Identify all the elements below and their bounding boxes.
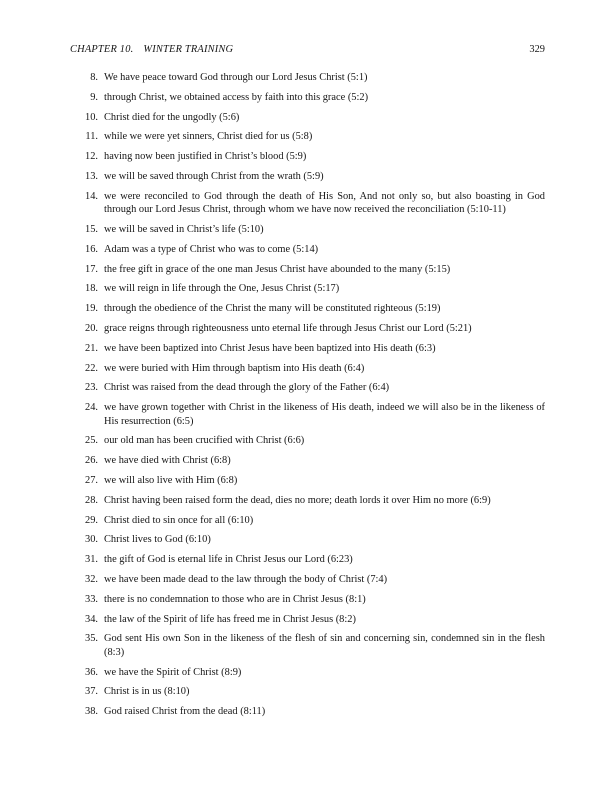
item-number: 13. [85,170,98,182]
item-text: we have grown together with Christ in the likeness of His death, indeed we will also be in the likeness of His resurrection (6:5) [104,402,545,427]
item-text: the gift of God is eternal life in Christ Jesus our Lord (6:23) [104,554,353,566]
item-text: we have the Spirit of Christ (8:9) [104,666,242,678]
list-item [70,593,545,606]
item-text: We have peace toward God through our Lord Jesus Christ (5:1) [104,72,368,83]
list-item [70,666,545,679]
item-text: having now been justified in Christ’s blood (5:9) [104,151,307,163]
item-text: the law of the Spirit of life has freed me in Christ Jesus (8:2) [104,613,356,625]
list-item [70,533,545,546]
list-item [70,474,545,487]
page-number: 329 [529,44,545,55]
list-item [70,705,545,718]
item-text: we were buried with Him through baptism into His death (6:4) [104,362,365,374]
item-text: Christ died for the ungodly (5:6) [104,111,240,123]
item-number: 9. [90,91,98,103]
list-item [70,111,545,124]
list-item [70,573,545,586]
item-number: 14. [85,190,98,202]
item-text: we will reign in life through the One, Jesus Christ (5:17) [104,283,340,295]
item-number: 24. [85,402,98,414]
item-number: 18. [85,283,98,295]
list-item [70,91,545,104]
item-number: 20. [85,322,98,334]
item-number: 19. [85,303,98,315]
item-number: 28. [85,494,98,506]
item-number: 37. [85,686,98,698]
list-item [70,613,545,626]
item-number: 29. [85,514,98,526]
item-text: we have been baptized into Christ Jesus have been baptized into His death (6:3) [104,342,436,354]
list-item [70,514,545,527]
item-text: Christ lives to God (6:10) [104,534,211,546]
item-text: Christ was raised from the dead through the glory of the Father (6:4) [104,382,390,394]
item-text: God sent His own Son in the likeness of the flesh of sin and concerning sin, condemned sin in the flesh (8:3) [104,633,545,658]
chapter-title: WINTER TRAINING [143,44,234,55]
list-item [70,401,545,428]
item-text: we will be saved through Christ from the wrath (5:9) [104,170,324,182]
list-item [70,434,545,447]
list-item [70,190,545,217]
item-number: 8. [90,72,98,83]
numbered-list [70,71,545,719]
item-number: 26. [85,455,98,467]
item-number: 31. [85,554,98,566]
list-item [70,381,545,394]
item-text: Christ died to sin once for all (6:10) [104,514,254,526]
running-head [70,43,233,56]
item-number: 34. [85,613,98,625]
item-number: 23. [85,382,98,394]
list-item [70,263,545,276]
item-text: we were reconciled to God through the death of His Son, And not only so, but also boasting in God through our Lord Jesus Christ, through whom we have now received the reconciliation (5:10-11) [104,190,545,216]
item-number: 27. [85,474,98,486]
item-number: 36. [85,666,98,678]
item-number: 11. [85,131,98,143]
item-text: the free gift in grace of the one man Jesus Christ have abounded to the many (5:15) [104,263,451,275]
item-text: Adam was a type of Christ who was to come (5:14) [104,243,319,255]
list-item [70,685,545,698]
item-number: 33. [85,593,98,605]
item-text: we will also live with Him (6:8) [104,474,238,486]
list-item [70,223,545,236]
item-text: we have been made dead to the law through the body of Christ (7:4) [104,573,388,585]
list-item [70,150,545,163]
item-text: Christ having been raised form the dead, dies no more; death lords it over Him no more (6:9) [104,494,491,506]
list-item [70,454,545,467]
list-item [70,342,545,355]
item-number: 17. [85,263,98,275]
list-item [70,130,545,143]
item-number: 21. [85,342,98,354]
chapter-label: CHAPTER 10. [70,44,134,55]
list-item [70,322,545,335]
list-item [70,170,545,183]
item-number: 15. [85,223,98,235]
item-text: while we were yet sinners, Christ died for us (5:8) [104,131,313,143]
item-text: there is no condemnation to those who are in Christ Jesus (8:1) [104,593,366,605]
item-text: God raised Christ from the dead (8:11) [104,706,266,718]
item-text: we will be saved in Christ’s life (5:10) [104,223,264,235]
item-number: 35. [85,633,98,645]
item-text: Christ is in us (8:10) [104,686,190,698]
list-item [70,243,545,256]
item-text: through Christ, we obtained access by faith into this grace (5:2) [104,91,369,103]
list-item [70,494,545,507]
item-text: grace reigns through righteousness unto eternal life through Jesus Christ our Lord (5:21) [104,322,472,334]
item-text: through the obedience of the Christ the many will be constituted righteous (5:19) [104,303,441,315]
item-number: 16. [85,243,98,255]
list-item [70,71,545,84]
item-number: 38. [85,706,98,718]
item-number: 30. [85,534,98,546]
item-number: 32. [85,573,98,585]
list-item [70,632,545,659]
page-header [70,43,545,56]
list-item [70,553,545,566]
item-text: our old man has been crucified with Christ (6:6) [104,435,305,447]
list-item [70,362,545,375]
list-item [70,302,545,315]
item-number: 12. [85,151,98,163]
item-number: 10. [85,111,98,123]
list-item [70,282,545,295]
item-number: 25. [85,435,98,447]
item-number: 22. [85,362,98,374]
item-text: we have died with Christ (6:8) [104,455,231,467]
